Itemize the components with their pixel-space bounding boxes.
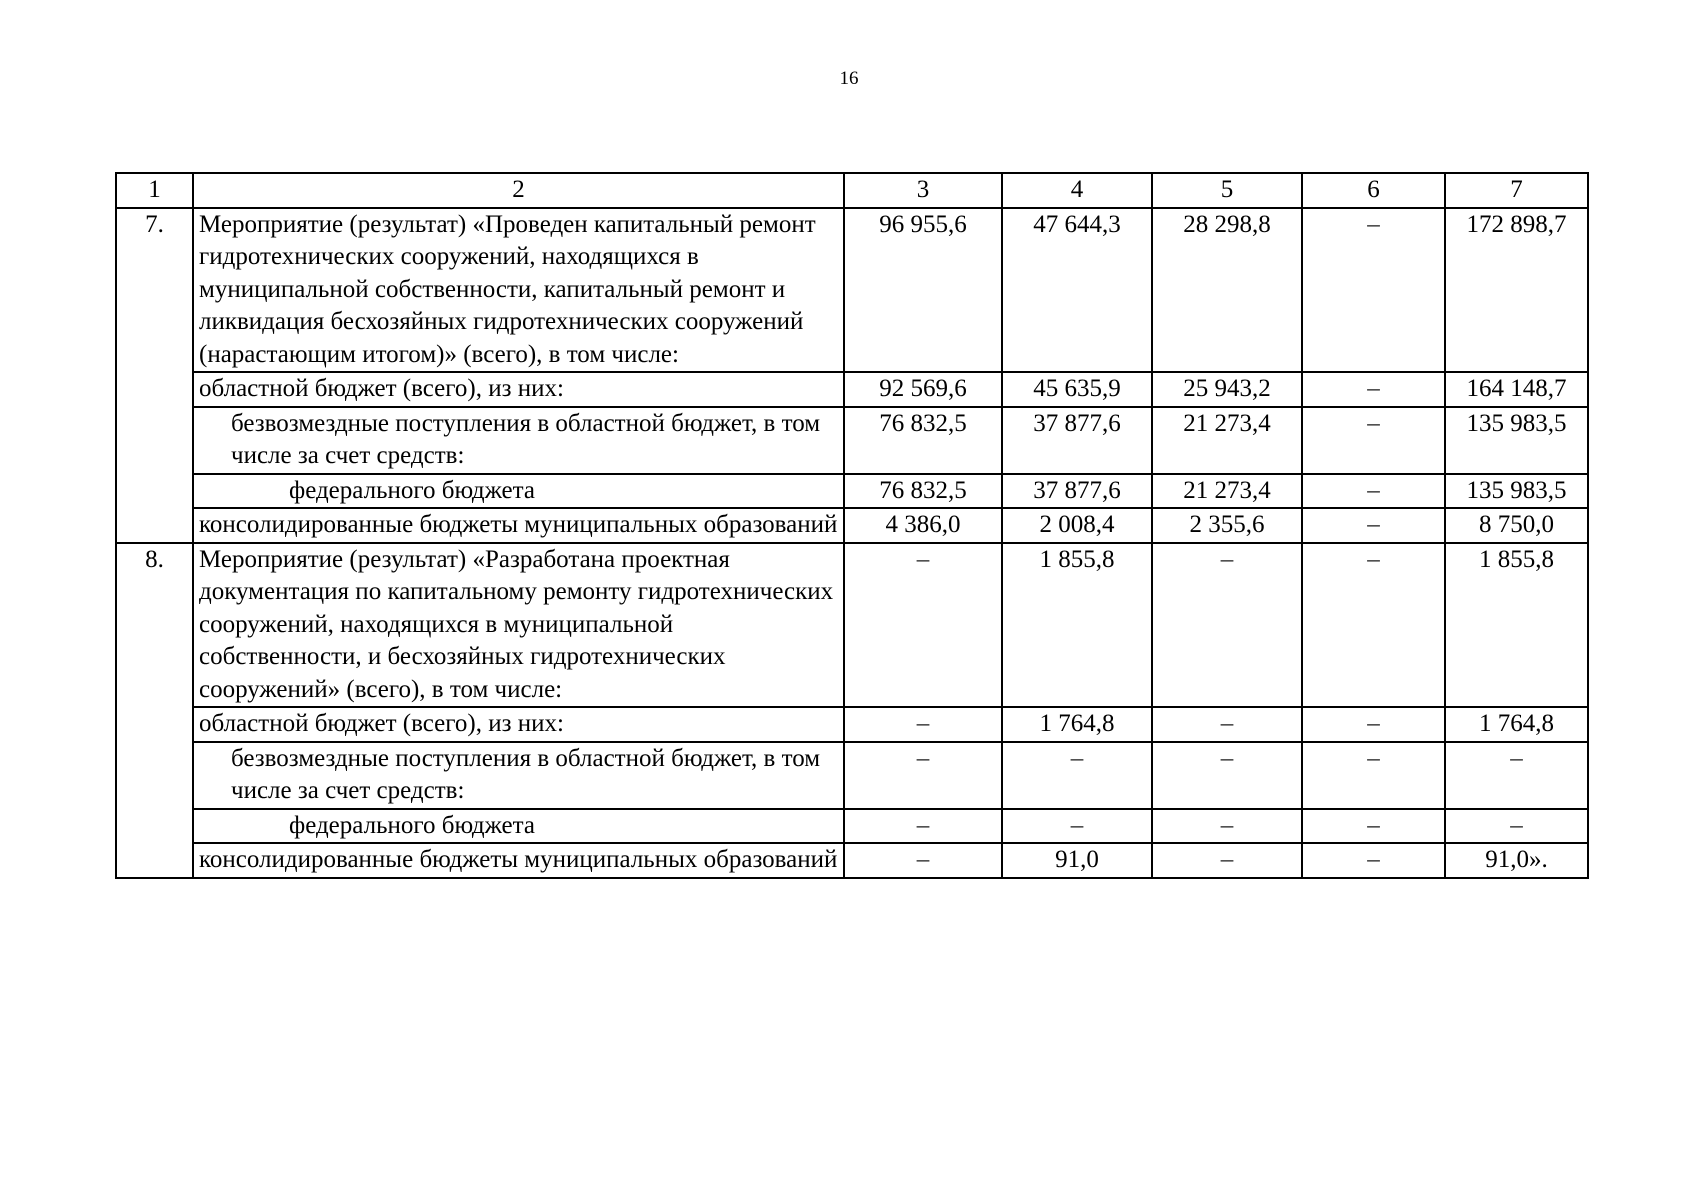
value-cell: 92 569,6 <box>844 372 1002 407</box>
table-row <box>116 372 1588 407</box>
row-label: федерального бюджета <box>193 809 844 844</box>
row-label: областной бюджет (всего), из них: <box>193 372 844 407</box>
row-label: безвозмездные поступления в областной бюджет, в том числе за счет средств: <box>193 407 844 474</box>
value-cell: 1 855,8 <box>1002 543 1152 708</box>
value-cell: 2 008,4 <box>1002 508 1152 543</box>
value-cell: – <box>1152 543 1302 708</box>
value-cell: – <box>1302 843 1445 878</box>
row-number: 8. <box>116 543 193 878</box>
table-row <box>116 843 1588 878</box>
table-row <box>116 809 1588 844</box>
table-row <box>116 543 1588 708</box>
header-cell: 1 <box>116 173 193 208</box>
value-cell: 135 983,5 <box>1445 474 1588 509</box>
value-cell: – <box>1152 707 1302 742</box>
value-cell: 37 877,6 <box>1002 407 1152 474</box>
value-cell: 25 943,2 <box>1152 372 1302 407</box>
value-cell: – <box>844 742 1002 809</box>
value-cell: – <box>844 843 1002 878</box>
row-number: 7. <box>116 208 193 543</box>
value-cell: – <box>1002 742 1152 809</box>
table-header <box>116 173 1588 208</box>
table-row <box>116 474 1588 509</box>
value-cell: 1 855,8 <box>1445 543 1588 708</box>
value-cell: 37 877,6 <box>1002 474 1152 509</box>
value-cell: 172 898,7 <box>1445 208 1588 373</box>
value-cell: 96 955,6 <box>844 208 1002 373</box>
row-label: консолидированные бюджеты муниципальных образований <box>193 508 844 543</box>
value-cell: 28 298,8 <box>1152 208 1302 373</box>
value-cell: 164 148,7 <box>1445 372 1588 407</box>
value-cell: – <box>1302 508 1445 543</box>
value-cell: – <box>1302 707 1445 742</box>
table-row <box>116 707 1588 742</box>
header-cell: 4 <box>1002 173 1152 208</box>
value-cell: – <box>1302 543 1445 708</box>
budget-table <box>115 172 1589 879</box>
value-cell: – <box>1152 742 1302 809</box>
value-cell: 4 386,0 <box>844 508 1002 543</box>
value-cell: 2 355,6 <box>1152 508 1302 543</box>
value-cell: – <box>1445 809 1588 844</box>
value-cell: – <box>1302 742 1445 809</box>
row-label: Мероприятие (результат) «Разработана проектная документация по капитальному ремонту гидротехнических сооружений, находящихся в муниципальной собственности, и бесхозяйных гидротехнических сооружений» (всего), в том числе: <box>193 543 844 708</box>
row-label: областной бюджет (всего), из них: <box>193 707 844 742</box>
table-row <box>116 407 1588 474</box>
value-cell: – <box>1302 372 1445 407</box>
row-label: федерального бюджета <box>193 474 844 509</box>
value-cell: – <box>1302 407 1445 474</box>
header-row <box>116 173 1588 208</box>
value-cell: – <box>1002 809 1152 844</box>
value-cell: 135 983,5 <box>1445 407 1588 474</box>
value-cell: – <box>1302 208 1445 373</box>
value-cell: – <box>844 543 1002 708</box>
table-body <box>116 208 1588 878</box>
header-cell: 6 <box>1302 173 1445 208</box>
value-cell: – <box>1302 474 1445 509</box>
value-cell: 91,0 <box>1002 843 1152 878</box>
value-cell: 1 764,8 <box>1445 707 1588 742</box>
value-cell: 91,0». <box>1445 843 1588 878</box>
value-cell: – <box>844 707 1002 742</box>
value-cell: 1 764,8 <box>1002 707 1152 742</box>
page-number: 16 <box>839 68 859 89</box>
value-cell: 21 273,4 <box>1152 407 1302 474</box>
table-row <box>116 508 1588 543</box>
value-cell: 47 644,3 <box>1002 208 1152 373</box>
header-cell: 7 <box>1445 173 1588 208</box>
table-row <box>116 208 1588 373</box>
header-cell: 2 <box>193 173 844 208</box>
row-label: Мероприятие (результат) «Проведен капитальный ремонт гидротехнических сооружений, находящихся в муниципальной собственности, капитальный ремонт и ликвидация бесхозяйных гидротехнических сооружений (нарастающим итогом)» (всего), в том числе: <box>193 208 844 373</box>
value-cell: – <box>1152 809 1302 844</box>
value-cell: – <box>1302 809 1445 844</box>
row-label: безвозмездные поступления в областной бюджет, в том числе за счет средств: <box>193 742 844 809</box>
value-cell: 76 832,5 <box>844 474 1002 509</box>
row-label: консолидированные бюджеты муниципальных образований <box>193 843 844 878</box>
value-cell: 45 635,9 <box>1002 372 1152 407</box>
value-cell: 8 750,0 <box>1445 508 1588 543</box>
value-cell: 21 273,4 <box>1152 474 1302 509</box>
table-row <box>116 742 1588 809</box>
value-cell: – <box>844 809 1002 844</box>
value-cell: – <box>1445 742 1588 809</box>
value-cell: 76 832,5 <box>844 407 1002 474</box>
header-cell: 3 <box>844 173 1002 208</box>
value-cell: – <box>1152 843 1302 878</box>
header-cell: 5 <box>1152 173 1302 208</box>
